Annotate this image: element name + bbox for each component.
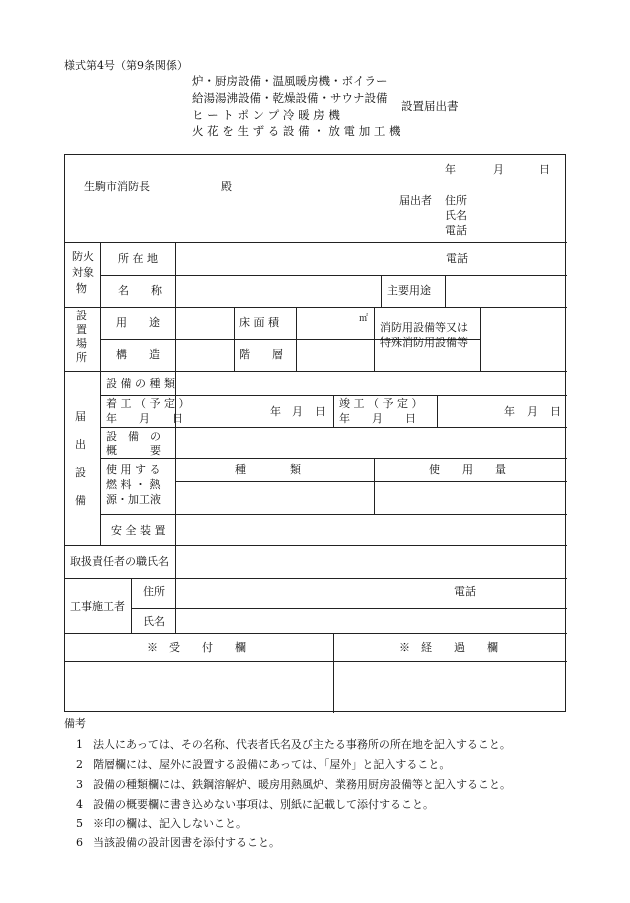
contractor-address-label: 住所 xyxy=(143,585,165,598)
safety-device-label: 安 全 装 置 xyxy=(111,524,166,537)
remark-number-1: 1 xyxy=(76,738,83,751)
floor-level-label: 階 層 xyxy=(239,348,283,361)
equipment-line-4: 火 花 を 生 ず る 設 備 ・ 放 電 加 工 機 xyxy=(192,124,401,138)
fuel-label-3: 源・加工液 xyxy=(106,493,161,506)
outline-label-1: 設 備 の xyxy=(106,430,161,443)
remark-text-4: 設備の概要欄に書き込めない事項は、別紙に記載して添付すること。 xyxy=(93,798,434,811)
applicant-address-label: 住所 xyxy=(445,194,467,207)
location-label: 所 在 地 xyxy=(118,252,158,265)
form-number: 様式第4号（第9条関係） xyxy=(64,59,188,72)
equipment-line-3: ヒ ー ト ポ ン プ 冷 暖 房 機 xyxy=(192,108,340,122)
applicant-label: 届出者 xyxy=(399,194,432,207)
area-unit: ㎡ xyxy=(359,314,369,324)
equipment-group-label-3: 設 xyxy=(75,466,86,479)
site-group-label-1: 設 xyxy=(76,309,87,322)
remark-text-1: 法人にあっては、その名称、代表者氏名及び主たる事務所の所在地を記入すること。 xyxy=(93,738,511,751)
contractor-phone-label: 電話 xyxy=(454,585,476,598)
site-group-label-4: 所 xyxy=(76,351,87,364)
date-month: 月 xyxy=(493,163,504,176)
equipment-type-label: 設 備 の 種 類 xyxy=(106,377,175,390)
contractor-label: 工事施工者 xyxy=(70,600,125,613)
contractor-name-label: 氏名 xyxy=(143,615,165,628)
target-group-label-3: 物 xyxy=(76,282,87,295)
fuel-label-2: 燃 料 ・ 熱 xyxy=(106,478,161,491)
reception-column-header: ※ 受 付 欄 xyxy=(147,641,246,654)
start-date-year: 年 xyxy=(270,405,281,418)
notification-form xyxy=(64,154,566,712)
target-group-label-2: 対象 xyxy=(72,266,94,279)
equipment-group-label-2: 出 xyxy=(75,438,86,451)
fuel-label-1: 使 用 す る xyxy=(106,463,161,476)
fire-equipment-label-1: 消防用設備等又は xyxy=(380,321,468,334)
start-label-2: 年 月 日 xyxy=(106,412,183,425)
remark-number-2: 2 xyxy=(76,758,83,771)
remark-number-6: 6 xyxy=(76,836,83,849)
kind-column-header: 種 類 xyxy=(235,463,301,476)
floor-area-label: 床 面 積 xyxy=(239,316,279,329)
start-label-1: 着 工 （ 予 定 ） xyxy=(106,397,190,410)
complete-date-year: 年 xyxy=(504,405,515,418)
remark-text-6: 当該設備の設計図書を添付すること。 xyxy=(93,836,280,849)
remark-number-5: 5 xyxy=(76,817,83,830)
main-use-label: 主要用途 xyxy=(387,284,431,297)
complete-date-month: 月 xyxy=(527,405,538,418)
date-year: 年 xyxy=(445,163,456,176)
applicant-phone-label: 電話 xyxy=(445,224,467,237)
complete-date-day: 日 xyxy=(550,405,561,418)
start-date-day: 日 xyxy=(315,405,326,418)
remark-text-5: ※印の欄は、記入しないこと。 xyxy=(93,817,247,830)
equipment-group-label-4: 備 xyxy=(75,494,86,507)
outline-label-2: 概 要 xyxy=(106,444,161,457)
complete-label-1: 竣 工 （ 予 定 ） xyxy=(339,397,423,410)
target-name-label: 名 称 xyxy=(118,284,162,297)
honorific: 殿 xyxy=(221,180,232,193)
location-phone-label: 電話 xyxy=(446,252,468,265)
manager-label: 取扱責任者の職氏名 xyxy=(70,555,169,568)
site-group-label-3: 場 xyxy=(76,337,87,350)
start-date-month: 月 xyxy=(292,405,303,418)
date-day: 日 xyxy=(539,163,550,176)
remark-text-3: 設備の種類欄には、鉄鋼溶解炉、暖房用熱風炉、業務用厨房設備等と記入すること。 xyxy=(93,778,511,791)
complete-label-2: 年 月 日 xyxy=(339,412,416,425)
document-title: 設置届出書 xyxy=(401,99,459,113)
remarks-title: 備考 xyxy=(64,717,86,730)
applicant-name-label: 氏名 xyxy=(445,209,467,222)
progress-column-header: ※ 経 過 欄 xyxy=(399,641,498,654)
site-use-label: 用 途 xyxy=(116,316,160,329)
remark-number-4: 4 xyxy=(76,798,83,811)
remark-text-2: 階層欄には、屋外に設置する設備にあっては、「屋外」と記入すること。 xyxy=(93,758,451,771)
equipment-line-1: 炉・厨房設備・温風暖房機・ボイラー xyxy=(192,74,388,88)
structure-label: 構 造 xyxy=(116,348,160,361)
amount-column-header: 使 用 量 xyxy=(429,463,506,476)
equipment-line-2: 給湯湯沸設備・乾燥設備・サウナ設備 xyxy=(192,91,388,105)
remark-number-3: 3 xyxy=(76,778,83,791)
fire-equipment-label-2: 特殊消防用設備等 xyxy=(380,336,468,349)
equipment-group-label-1: 届 xyxy=(75,410,86,423)
target-group-label-1: 防火 xyxy=(72,250,94,263)
site-group-label-2: 置 xyxy=(76,323,87,336)
recipient: 生駒市消防長 xyxy=(84,180,150,193)
